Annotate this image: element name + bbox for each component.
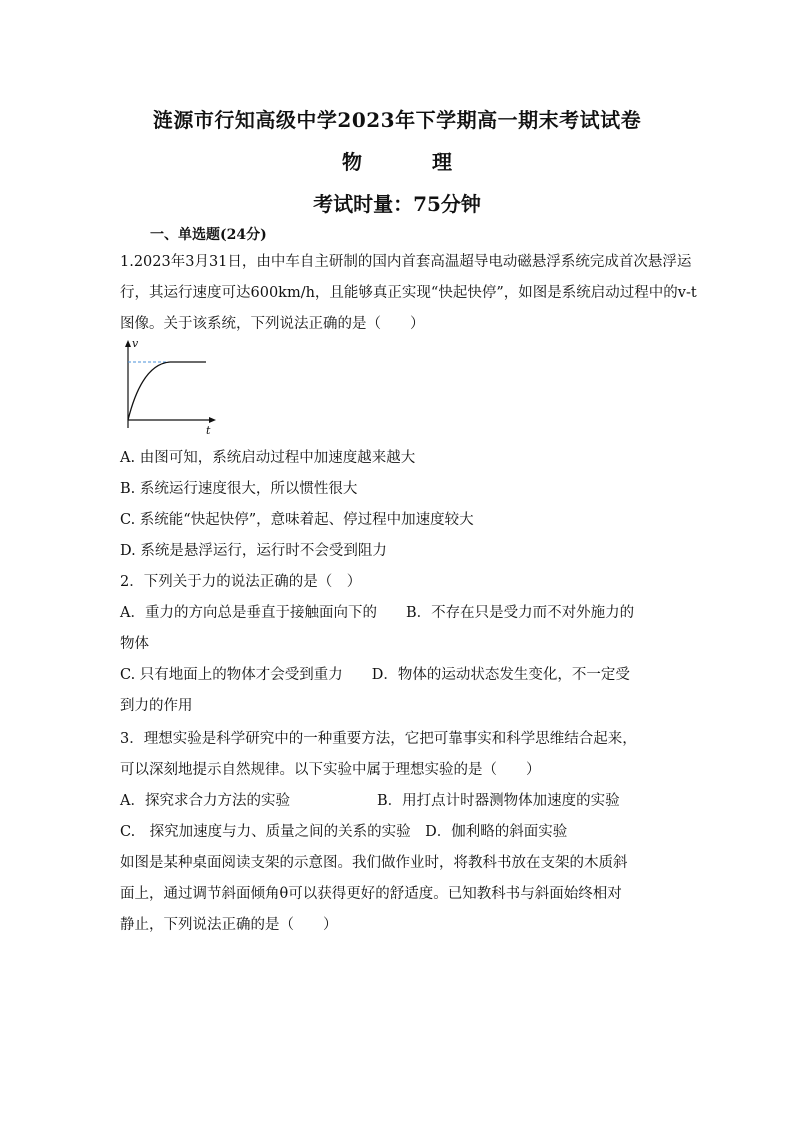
exam-time: 考试时量：75分钟 [313, 192, 481, 216]
q1-stem-line-1: 1.2023年3月31日，由中车自主研制的国内首套高温超导电动磁悬浮系统完成首次悬浮运 [120, 254, 692, 270]
section-heading: 一、单选题(24分) [150, 227, 267, 243]
q2-stem: 2．下列关于力的说法正确的是（ ） [120, 574, 362, 590]
q4-stem-line-3: 静止，下列说法正确的是（ ） [120, 917, 338, 933]
q1-stem-line-3: 图像。关于该系统，下列说法正确的是（ ） [120, 316, 425, 332]
school-title: 涟源市行知高级中学2023年下学期高一期末考试试卷 [152, 108, 642, 132]
q1-option-b: B. 系统运行速度很大，所以惯性很大 [120, 481, 358, 497]
q2-option-d-cont: 到力的作用 [120, 698, 193, 714]
velocity-curve [128, 362, 206, 420]
x-axis-arrow [209, 417, 216, 423]
q3-stem-line-2: 可以深刻地提示自然规律。以下实验中属于理想实验的是（ ） [120, 762, 541, 778]
q2-options-ab: A．重力的方向总是垂直于接触面向下的 B．不存在只是受力而不对外施力的 [120, 605, 635, 621]
subject-char-2: 理 [432, 150, 452, 174]
q3-options-cd: C. 探究加速度与力、质量之间的关系的实验 D．伽利略的斜面实验 [120, 824, 568, 840]
q1-option-c: C. 系统能“快起快停”，意味着起、停过程中加速度较大 [120, 512, 474, 528]
q3-stem-line-1: 3．理想实验是科学研究中的一种重要方法，它把可靠事实和科学思维结合起来， [120, 731, 637, 747]
subject-char-1: 物 [342, 150, 362, 174]
subject-title [0, 146, 794, 175]
q2-option-b-cont: 物体 [120, 636, 149, 652]
q1-stem-line-2: 行，其运行速度可达600km/h，且能够真正实现“快起快停”，如图是系统启动过程中的v-t [120, 285, 697, 301]
vt-graph [120, 338, 220, 438]
y-axis-label: v [132, 338, 139, 350]
q1-option-d: D. 系统是悬浮运行，运行时不会受到阻力 [120, 543, 387, 559]
x-axis-label: t [206, 424, 211, 437]
y-axis-arrow [125, 340, 131, 347]
q4-stem-line-2: 面上，通过调节斜面倾角θ可以获得更好的舒适度。已知教科书与斜面始终相对 [120, 886, 622, 902]
q2-options-cd: C. 只有地面上的物体才会受到重力 D．物体的运动状态发生变化，不一定受 [120, 667, 630, 683]
q4-stem-line-1: 如图是某种桌面阅读支架的示意图。我们做作业时，将教科书放在支架的木质斜 [120, 855, 628, 871]
q1-option-a: A. 由图可知，系统启动过程中加速度越来越大 [120, 450, 416, 466]
q3-options-ab: A．探究求合力方法的实验 B．用打点计时器测物体加速度的实验 [120, 793, 620, 809]
